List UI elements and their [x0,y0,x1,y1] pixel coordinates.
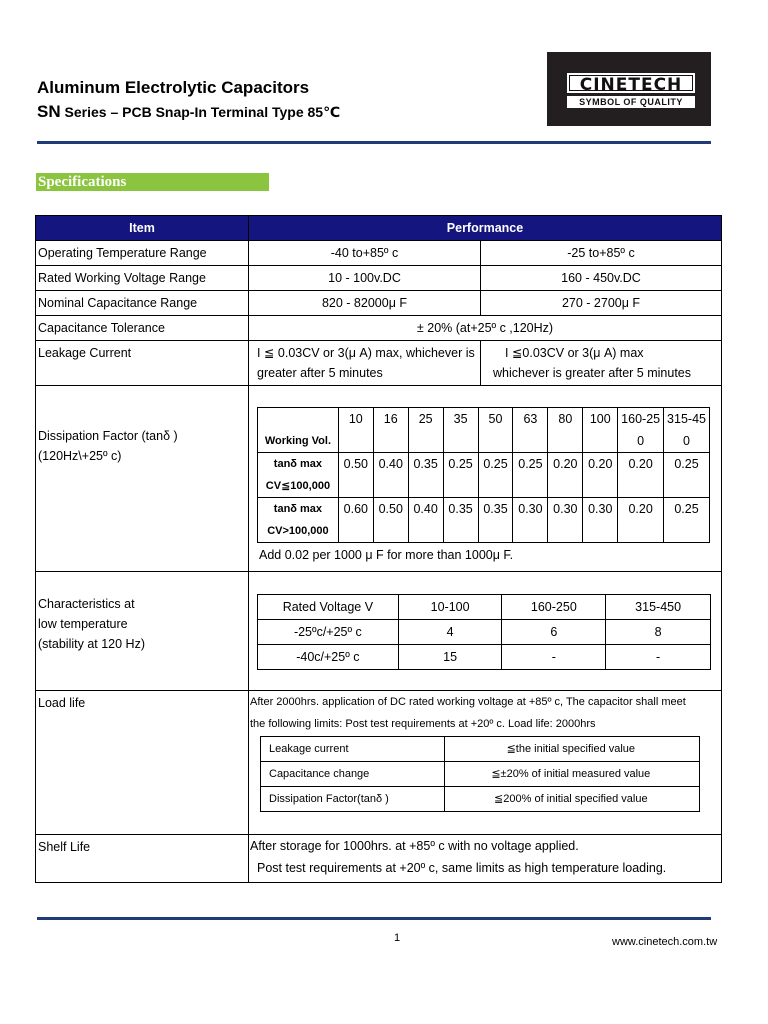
df-value: 0.30 [548,498,583,543]
page-number: 1 [394,932,401,944]
voltage-header: 100 [583,408,618,453]
voltage-header: 63 [513,408,548,453]
lowtemp-row [258,595,711,620]
df-value: 0.25 [478,453,513,498]
df-value: 0.20 [548,453,583,498]
lowtemp-cell-value: 6 [502,620,606,645]
cell-value: 10 - 100v.DC [249,266,481,291]
header-rule [37,141,711,144]
lowtemp-row [258,620,711,645]
load-life-row [261,787,700,812]
leak-a-line2: greater after 5 minutes [257,366,383,380]
voltage-header: 80 [548,408,583,453]
cell-value [481,341,722,386]
df-row [258,453,710,498]
lowtemp-cell-value: 10-100 [398,595,502,620]
table-row [36,266,722,291]
df-row-label: tanδ max CV>100,000 [258,498,339,543]
shelf-text-2: Post test requirements at +20º c, same limits as high temperature loading. [257,861,667,875]
df-row-label: tanδ max CV≦100,000 [258,453,339,498]
lowtemp-label-1: Characteristics at [38,597,135,611]
cell-value: ± 20% (at+25º c ,120Hz) [249,316,722,341]
load-life-item: Capacitance change [261,762,445,787]
load-cell [249,691,722,835]
row-label: Operating Temperature Range [36,241,249,266]
leak-b-line1: I ≦0.03CV or 3(μ A) max [505,346,644,360]
load-life-row [261,762,700,787]
table-row [36,291,722,316]
doc-subtitle [37,102,340,122]
dissipation-factor-table [257,407,710,543]
load-life-item: Dissipation Factor(tanδ ) [261,787,445,812]
voltage-header: 16 [373,408,408,453]
lowtemp-cell-value: - [502,645,606,670]
df-value: 0.25 [443,453,478,498]
df-value: 0.50 [338,453,373,498]
lowtemp-cell-value: 4 [398,620,502,645]
lowtemp-row [258,645,711,670]
row-label: Nominal Capacitance Range [36,291,249,316]
df-value: 0.20 [618,453,664,498]
lowtemp-cell [249,572,722,691]
load-life-limit: ≦±20% of initial measured value [444,762,699,787]
row-label: Shelf Life [36,835,249,883]
row-label [36,572,249,691]
df-value: 0.35 [443,498,478,543]
load-life-item: Leakage current [261,737,445,762]
row-label [36,386,249,572]
col-header-item: Item [36,216,249,241]
shelf-cell [249,835,722,883]
df-label: Dissipation Factor (tan [38,429,164,443]
table-row [36,691,722,835]
lowtemp-cell-value: -40c/+25º c [258,645,399,670]
df-label-cond: (120Hz\+25º c) [38,449,122,463]
df-value: 0.30 [513,498,548,543]
df-value: 0.20 [583,453,618,498]
load-life-row [261,737,700,762]
voltage-header: 10 [338,408,373,453]
cell-value: 270 - 2700μ F [481,291,722,316]
cell-value: 820 - 82000μ F [249,291,481,316]
df-header-row [258,408,710,453]
row-label: Load life [36,691,249,835]
cell-value: 160 - 450v.DC [481,266,722,291]
df-cell [249,386,722,572]
row-label: Leakage Current [36,341,249,386]
cell-value: -40 to+85º c [249,241,481,266]
load-life-table [260,736,700,812]
voltage-header: 25 [408,408,443,453]
subtitle-text: Series – PCB Snap-In Terminal Type 85℃ [60,104,341,120]
spec-table [35,215,722,883]
df-value: 0.25 [664,498,710,543]
lowtemp-cell-value: Rated Voltage V [258,595,399,620]
df-label-end: ) [170,429,178,443]
working-vol-label: Working Vol. [258,408,339,453]
table-row [36,835,722,883]
table-row [36,386,722,572]
logo-wordmark: CINETECH [567,73,695,93]
load-text-1: After 2000hrs. application of DC rated working voltage at +85º c, The capacitor shall meet [250,696,686,708]
leak-b-line2: whichever is greater after 5 minutes [493,366,692,380]
doc-title: Aluminum Electrolytic Capacitors [37,78,310,97]
table-row [36,341,722,386]
lowtemp-cell-value: 15 [398,645,502,670]
low-temperature-table [257,594,711,670]
lowtemp-cell-value: -25ºc/+25º c [258,620,399,645]
df-value: 0.20 [618,498,664,543]
footer-url: www.cinetech.com.tw [612,936,718,948]
load-text-2: the following limits: Post test requirements at +20º c. Load life: 2000hrs [250,718,596,730]
lowtemp-cell-value: 315-450 [606,595,711,620]
shelf-text-1: After storage for 1000hrs. at +85º c with no voltage applied. [250,839,579,853]
df-value: 0.30 [583,498,618,543]
df-value: 0.60 [338,498,373,543]
table-row [36,316,722,341]
table-row [36,572,722,691]
row-label: Rated Working Voltage Range [36,266,249,291]
df-value: 0.40 [373,453,408,498]
col-header-performance: Performance [249,216,722,241]
cell-value: -25 to+85º c [481,241,722,266]
lowtemp-cell-value: - [606,645,711,670]
table-row [36,241,722,266]
voltage-header: 35 [443,408,478,453]
df-value: 0.25 [513,453,548,498]
cell-value [249,341,481,386]
cinetech-logo [547,52,711,126]
df-value: 0.35 [408,453,443,498]
voltage-header: 50 [478,408,513,453]
df-value: 0.50 [373,498,408,543]
lowtemp-label-3: (stability at 120 Hz) [38,637,145,651]
df-value: 0.35 [478,498,513,543]
voltage-header: 160-25 0 [618,408,664,453]
voltage-header: 315-45 0 [664,408,710,453]
logo-tagline: SYMBOL OF QUALITY [567,96,695,108]
section-title: Specifications [36,173,269,191]
leak-a-line1: I ≦ 0.03CV or 3(μ A) max, whichever is [257,346,475,360]
df-value: 0.25 [664,453,710,498]
load-life-limit: ≦the initial specified value [444,737,699,762]
footer-rule [37,917,711,920]
df-row [258,498,710,543]
df-note: Add 0.02 per 1000 μ F for more than 1000μ F. [259,548,514,562]
lowtemp-cell-value: 8 [606,620,711,645]
series-name: SN [37,102,61,121]
row-label: Capacitance Tolerance [36,316,249,341]
delta-symbol: δ [163,429,171,443]
df-value: 0.40 [408,498,443,543]
lowtemp-label-2: low temperature [38,617,128,631]
load-life-limit: ≦200% of initial specified value [444,787,699,812]
lowtemp-cell-value: 160-250 [502,595,606,620]
